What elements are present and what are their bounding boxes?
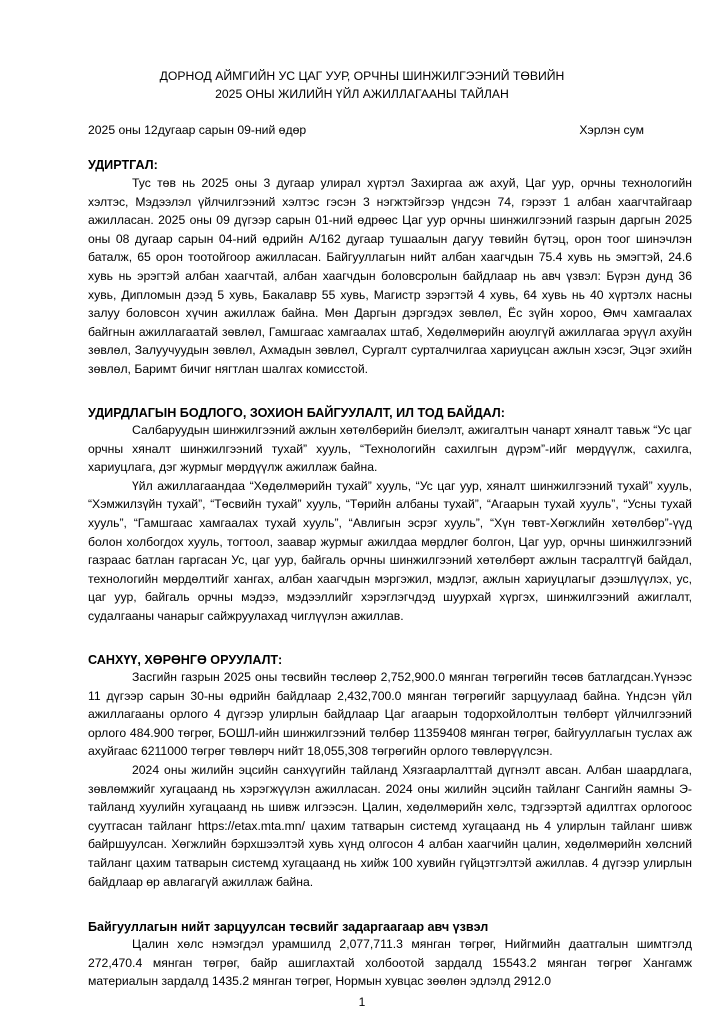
intro-paragraph: Тус төв нь 2025 оны 3 дугаар улирал хүртэл Захиргаа аж ахуй, Цаг уур, орчны технологийн хэлтэс, Мэдээлэл үйлчилгээний хэлтэс гэсэн 3 нэгжтэйгээр үндсэн 74, гэрээт 1 албан хаагчтайгаар ажилласан. 2025 оны 09 дүгээр сарын 01-ний өдрөөс Цаг уур орчны шинжилгээний газрын даргын 2025 оны 08 дугаар сарын 04-ний өдрийн А/162 дугаар тушаалын дагуу төвийн бүтэц, орон тоог шинэчлэн баталж, 65 орон тоотойгоор ажилласан. Байгууллагын нийт албан хаагчдын 75.4 хувь нь эмэгтэй, 24.6 хувь нь эрэгтэй албан хаагчтай, албан хаагчдын боловсролын байдлаар нь авч үзвэл: Бүрэн дунд 36 хувь, Дипломын дээд 5 хувь, Бакалавр 55 хувь, Магистр зэрэгтэй 4 хувь, 64 хувь нь 40 хүртэлх насны залуу боловсон хүчин ажиллаж байна. Мөн Даргын дэргэдэх зөвлөл, Ёс зүйн хороо, Өмч хамгаалах байгнын ажиллагаатай зөвлөл, Гамшгаас хамгаалах штаб, Хөдөлмөрийн аюулгүй ажиллагаа эрүүл ахуйн зөвлөл, Залуучуудын зөвлөл, Ахмадын зөвлөл, Сургалт сурталчилгаа хариуцсан ажлын хэсэг, Эцэг эхийн зөвлөл, Баримт бичиг нягтлан шалгах комисстой.: [88, 176, 692, 376]
finance-section: [88, 668, 692, 891]
intro-section: [88, 174, 692, 379]
expense-heading: Байгууллагын нийт зарцуулсан төсвийг задаргаагаар авч үзвэл: [88, 920, 489, 934]
report-place: Хэрлэн сум: [579, 123, 644, 137]
policy-section: [88, 421, 692, 626]
intro-heading: УДИРТГАЛ:: [88, 158, 158, 172]
page-number: 1: [358, 995, 366, 1009]
expense-paragraph: Цалин хөлс нэмэгдэл урамшилд 2,077,711.3 мянган төгрөг, Нийгмийн даатгалын шимтгэлд 272,470.4 мянган төгрөг, байр ашиглахтай холбоотой зардалд 15543.2 мянган төгрөг Хангамж материалын зардалд 1435.2 мянган төгрөг, Нормын хувцас зөөлөн эдлэлд 2912.0: [88, 937, 692, 989]
finance-paragraph-2: 2024 оны жилийн эцсийн санхүүгийн тайланд Хязгаарлалттай дүгнэлт авсан. Албан шаардлага, зөвлөмжийг хугацаанд нь хэрэгжүүлэн ажилласан. 2024 оны жилийн эцсийн тайланг Сангийн яамны Э-тайланд хуулийн хугацаанд нь шивж илгээсэн. Цалин, хөдөлмөрийн хөлс, тэдгээртэй адилтгах орлогоос суутгасан тайланг https://etax.mta.mn/ цахим татварын системд хугацаанд нь 4 улирлын тайланг шивж байршуулсан. Хөгжлийн бэрхшээлтэй хувь хүнд олгосон 4 албан хаагчийн цалин, хөдөлмөрийн хөлсний тайланг цахим татварын системд хугацаанд нь хийж 100 хувийн гүйцэтгэлтэй ажиллав. 4 дүгээр улирлын байдлаар өр авлагагүй ажиллаж байна.: [88, 762, 692, 889]
expense-section: [88, 935, 692, 991]
date-line: [88, 121, 644, 139]
policy-heading: УДИРДЛАГЫН БОДЛОГО, ЗОХИОН БАЙГУУЛАЛТ, ИЛ ТОД БАЙДАЛ:: [88, 406, 505, 420]
policy-paragraph-2: Үйл ажиллагаандаа “Хөдөлмөрийн тухай” хууль, “Ус цаг уур, хяналт шинжилгээний тухай” хууль, “Хэмжилзүйн тухай”, “Төсвийн тухай” хууль, “Төрийн албаны тухай”, “Агаарын тухай хууль”, “Усны тухай хууль”, “Гамшгаас хамгаалах тухай хууль”, “Авлигын эсрэг хууль”, “Хүн төвт-Хөгжлийн хөтөлбөр”-үүд болон холбогдох хууль, тогтоол, заавар журмыг ажилдаа мөрдлөг болгон, Цаг уур, орчны шинжилгээний газраас батлан гаргасан Ус, цаг уур, байгаль орчны шинжилгээний хөтөлбөрт ажлын тасралтгүй байдал, технологийн мөрдөлтийг хангах, албан хаагчдын мэргэжил, мэдлэг, ажлын хариуцлагыг дээшлүүлэх, ус, цаг уур, байгаль орчны мэдээ, мэдээллийг хэрэглэгчдэд шуурхай хүргэх, шинжилгээний ажиглалт, судалгааны чанарыг сайжруулахад чиглүүлэн ажиллав.: [88, 478, 692, 623]
report-title-line1: ДОРНОД АЙМГИЙН УС ЦАГ УУР, ОРЧНЫ ШИНЖИЛГЭЭНИЙ ТӨВИЙН: [159, 69, 565, 83]
report-title-line2: 2025 ОНЫ ЖИЛИЙН ҮЙЛ АЖИЛЛАГААНЫ ТАЙЛАН: [215, 87, 509, 101]
report-date: 2025 оны 12дугаар сарын 09-ний өдөр: [88, 123, 307, 137]
finance-paragraph-1: Засгийн газрын 2025 оны төсвийн төслөөр 2,752,900.0 мянган төгрөгийн төсөв батлагдсан.Үүнээс 11 дүгээр сарын 30-ны өдрийн байдлаар 2,432,700.0 мянган төгрөгийг зарцуулаад байна. Үндсэн үйл ажиллагааны орлого 4 дүгээр улирлын байдлаар Цаг агаарын тодорхойлолтын төлбөрт үйлчилгээний орлого 484.900 төгрөг, БОШЛ-ийн шинжилгээний төлбөр 11359408 мянган төгрөг, байгууллагын туслах аж ахуйгаас 6211000 төгрөг төвлөрч нийт 18,055,308 төгрөгийн орлого төвлөрүүлсэн.: [88, 670, 692, 759]
finance-heading: САНХҮҮ, ХӨРӨНГӨ ОРУУЛАЛТ:: [88, 653, 283, 667]
policy-paragraph-1: Салбаруудын шинжилгээний ажлын хөтөлбөрийн биелэлт, ажигалтын чанарт хяналт тавьж “Ус цаг орчны хяналт шинжилгээний тухай” хууль, “Технологийн сахилгын дүрэм”-ийг мөрдүүлж, сахилга, хариуцлага, дэг журмыг мөрдүүлж ажиллаж байна.: [88, 423, 692, 475]
